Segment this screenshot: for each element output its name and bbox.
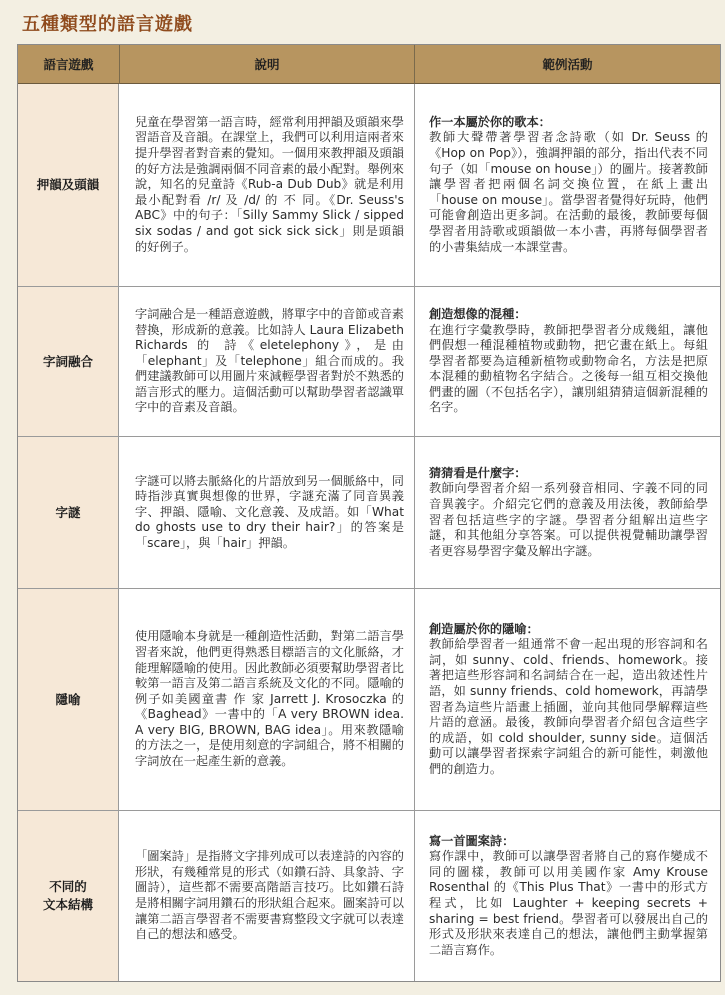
game-name-riddle: 字謎 bbox=[18, 436, 119, 588]
example-text: 教師大聲帶著學習者念詩歌（如 Dr. Seuss 的《Hop on Pop》），強調押韻的部分，指出代表不同句子（如「mouse on house」）的圖片。接著教師讓學習者把兩個名詞交換位置，在紙上畫出「house on mouse」。當學習者覺得好玩時，他們可能會創造出更多詞。在活動的最後，教師要每個學習者用詩歌或頭韻做一本小書，再將每個學習者的小書集結成一本課堂書。 bbox=[429, 130, 708, 254]
description-riddle bbox=[119, 436, 414, 588]
game-name-rhyme: 押韻及頭韻 bbox=[18, 84, 119, 286]
example-title: 寫一首圖案詩： bbox=[429, 833, 515, 848]
description-text: 字謎可以將去脈絡化的片語放到另一個脈絡中，同時指涉真實與想像的世界，字謎充滿了同音異義字、押韻、隱喻、文化意義、及成語。如「What do ghosts use to dry their hair?」的答案是「scare」，與「hair」押韻。 bbox=[135, 473, 404, 550]
example-text: 教師向學習者介紹一系列發音相同、字義不同的同音異義字。介紹完它們的意義及用法後，教師給學習者包括這些字的字謎。學習者分組解出這些字謎，和其他組分享答案。可以提供視覺輔助讓學習者更容易學習字彙及解出字謎。 bbox=[429, 481, 708, 558]
game-name-metaphor: 隱喻 bbox=[18, 588, 119, 810]
description-text: 「圖案詩」是指將文字排列成可以表達詩的內容的形狀，有幾種常見的形式（如鑽石詩、具象詩、字圖詩），這些都不需要高階語言技巧。比如鑽石詩是將相關字詞用鑽石的形狀組合起來。圖案詩可以讓第二語言學習者不需要書寫整段文字就可以表達自己的想法和感受。 bbox=[135, 849, 404, 942]
description-metaphor bbox=[119, 588, 414, 810]
description-rhyme bbox=[119, 84, 414, 286]
example-blending bbox=[414, 286, 720, 436]
example-riddle bbox=[414, 436, 720, 588]
example-metaphor bbox=[414, 588, 720, 810]
header-example: 範例活動 bbox=[414, 45, 720, 84]
example-title: 猜猜看是什麼字： bbox=[429, 465, 527, 480]
example-text: 在進行字彙教學時，教師把學習者分成幾組，讓他們假想一種混種植物或動物，把它畫在紙上。每組學習者都要為這種新植物或動物命名，方法是把原本混種的動植物名字結合。之後每一組互相交換他們畫的圖（不包括名字），讓別組猜猜這個新混種的名字。 bbox=[429, 322, 708, 415]
description-text-structure bbox=[119, 810, 414, 981]
example-text: 寫作課中，教師可以讓學習者將自己的寫作變成不同的圖樣，教師可以用美國作家 Amy Krouse Rosenthal 的《This Plus That》一書中的形式方程式，比如 Laughter + keeping secrets + sharing = best friend。學習者可以發展出自己的形式及形狀來表達自己的想法，讓他們主動掌握第二語言寫作。 bbox=[429, 849, 708, 957]
example-title: 作一本屬於你的歌本： bbox=[429, 114, 551, 129]
page-title: 五種類型的語言遊戲 bbox=[22, 14, 193, 35]
example-rhyme bbox=[414, 84, 720, 286]
description-blending bbox=[119, 286, 414, 436]
description-text: 使用隱喻本身就是一種創造性活動，對第二語言學習者來說，他們更得熟悉目標語言的文化脈絡，才能理解隱喻的使用。因此教師必須要幫助學習者比較第一語言及第二語言系統及文化的不同。隱喻的例子如美國童書 作 家 Jarrett J. Krosoczka 的《Baghead》一書中的「A very BROWN idea. A very BIG, BROWN, BAG idea」。用來教隱喻的方法之一，是使用刻意的字詞組合，將不相關的字詞放在一起產生新的意義。 bbox=[135, 629, 404, 769]
header-description: 說明 bbox=[119, 45, 414, 84]
header-game: 語言遊戲 bbox=[18, 45, 119, 84]
language-games-table bbox=[17, 44, 721, 982]
game-name-blending: 字詞融合 bbox=[18, 286, 119, 436]
description-text: 字詞融合是一種語意遊戲，將單字中的音節或音素替換，形成新的意義。比如詩人 Laura Elizabeth Richards 的 詩《eletelephony》，是由「elephant」及「telephone」組合而成的。我們建議教師可以用圖片來減輕學習者對於不熟悉的語言形式的壓力。這個活動可以幫助學習者認識單字中的音素及音韻。 bbox=[135, 306, 404, 415]
example-text-structure bbox=[414, 810, 720, 981]
example-title: 創造屬於你的隱喻： bbox=[429, 621, 539, 636]
description-text: 兒童在學習第一語言時，經常利用押韻及頭韻來學習語音及音韻。在課堂上，我們可以利用這兩者來提升學習者對音素的覺知。一個用來教押韻及頭韻的好方法是強調兩個不同音素的最小配對。舉例來說，知名的兒童詩《Rub-a Dub Dub》就是利用最小配對看 /r/ 及 /d/ 的 不 同。《Dr. Seuss's ABC》中的句子：「Silly Sammy Slick / sipped six sodas / and got sick sick sick」則是頭韻的好例子。 bbox=[135, 114, 404, 254]
example-text: 教師給學習者一組通常不會一起出現的形容詞和名詞，如 sunny、cold、friends、homework。接著把這些形容詞和名詞結合在一起，造出敘述性片語，如 sunny friends、cold homework，再請學習者為這些片語畫上插圖，並向其他同學解釋這些片語的意涵。最後，教師向學習者介紹包含這些字的成語，如 cold shoulder, sunny side。這個活動可以讓學習者探索字詞組合的新可能性，刺激他們的創造力。 bbox=[429, 637, 708, 776]
example-title: 創造想像的混種： bbox=[429, 306, 527, 321]
game-name-text-structure: 不同的 文本結構 bbox=[18, 810, 119, 981]
